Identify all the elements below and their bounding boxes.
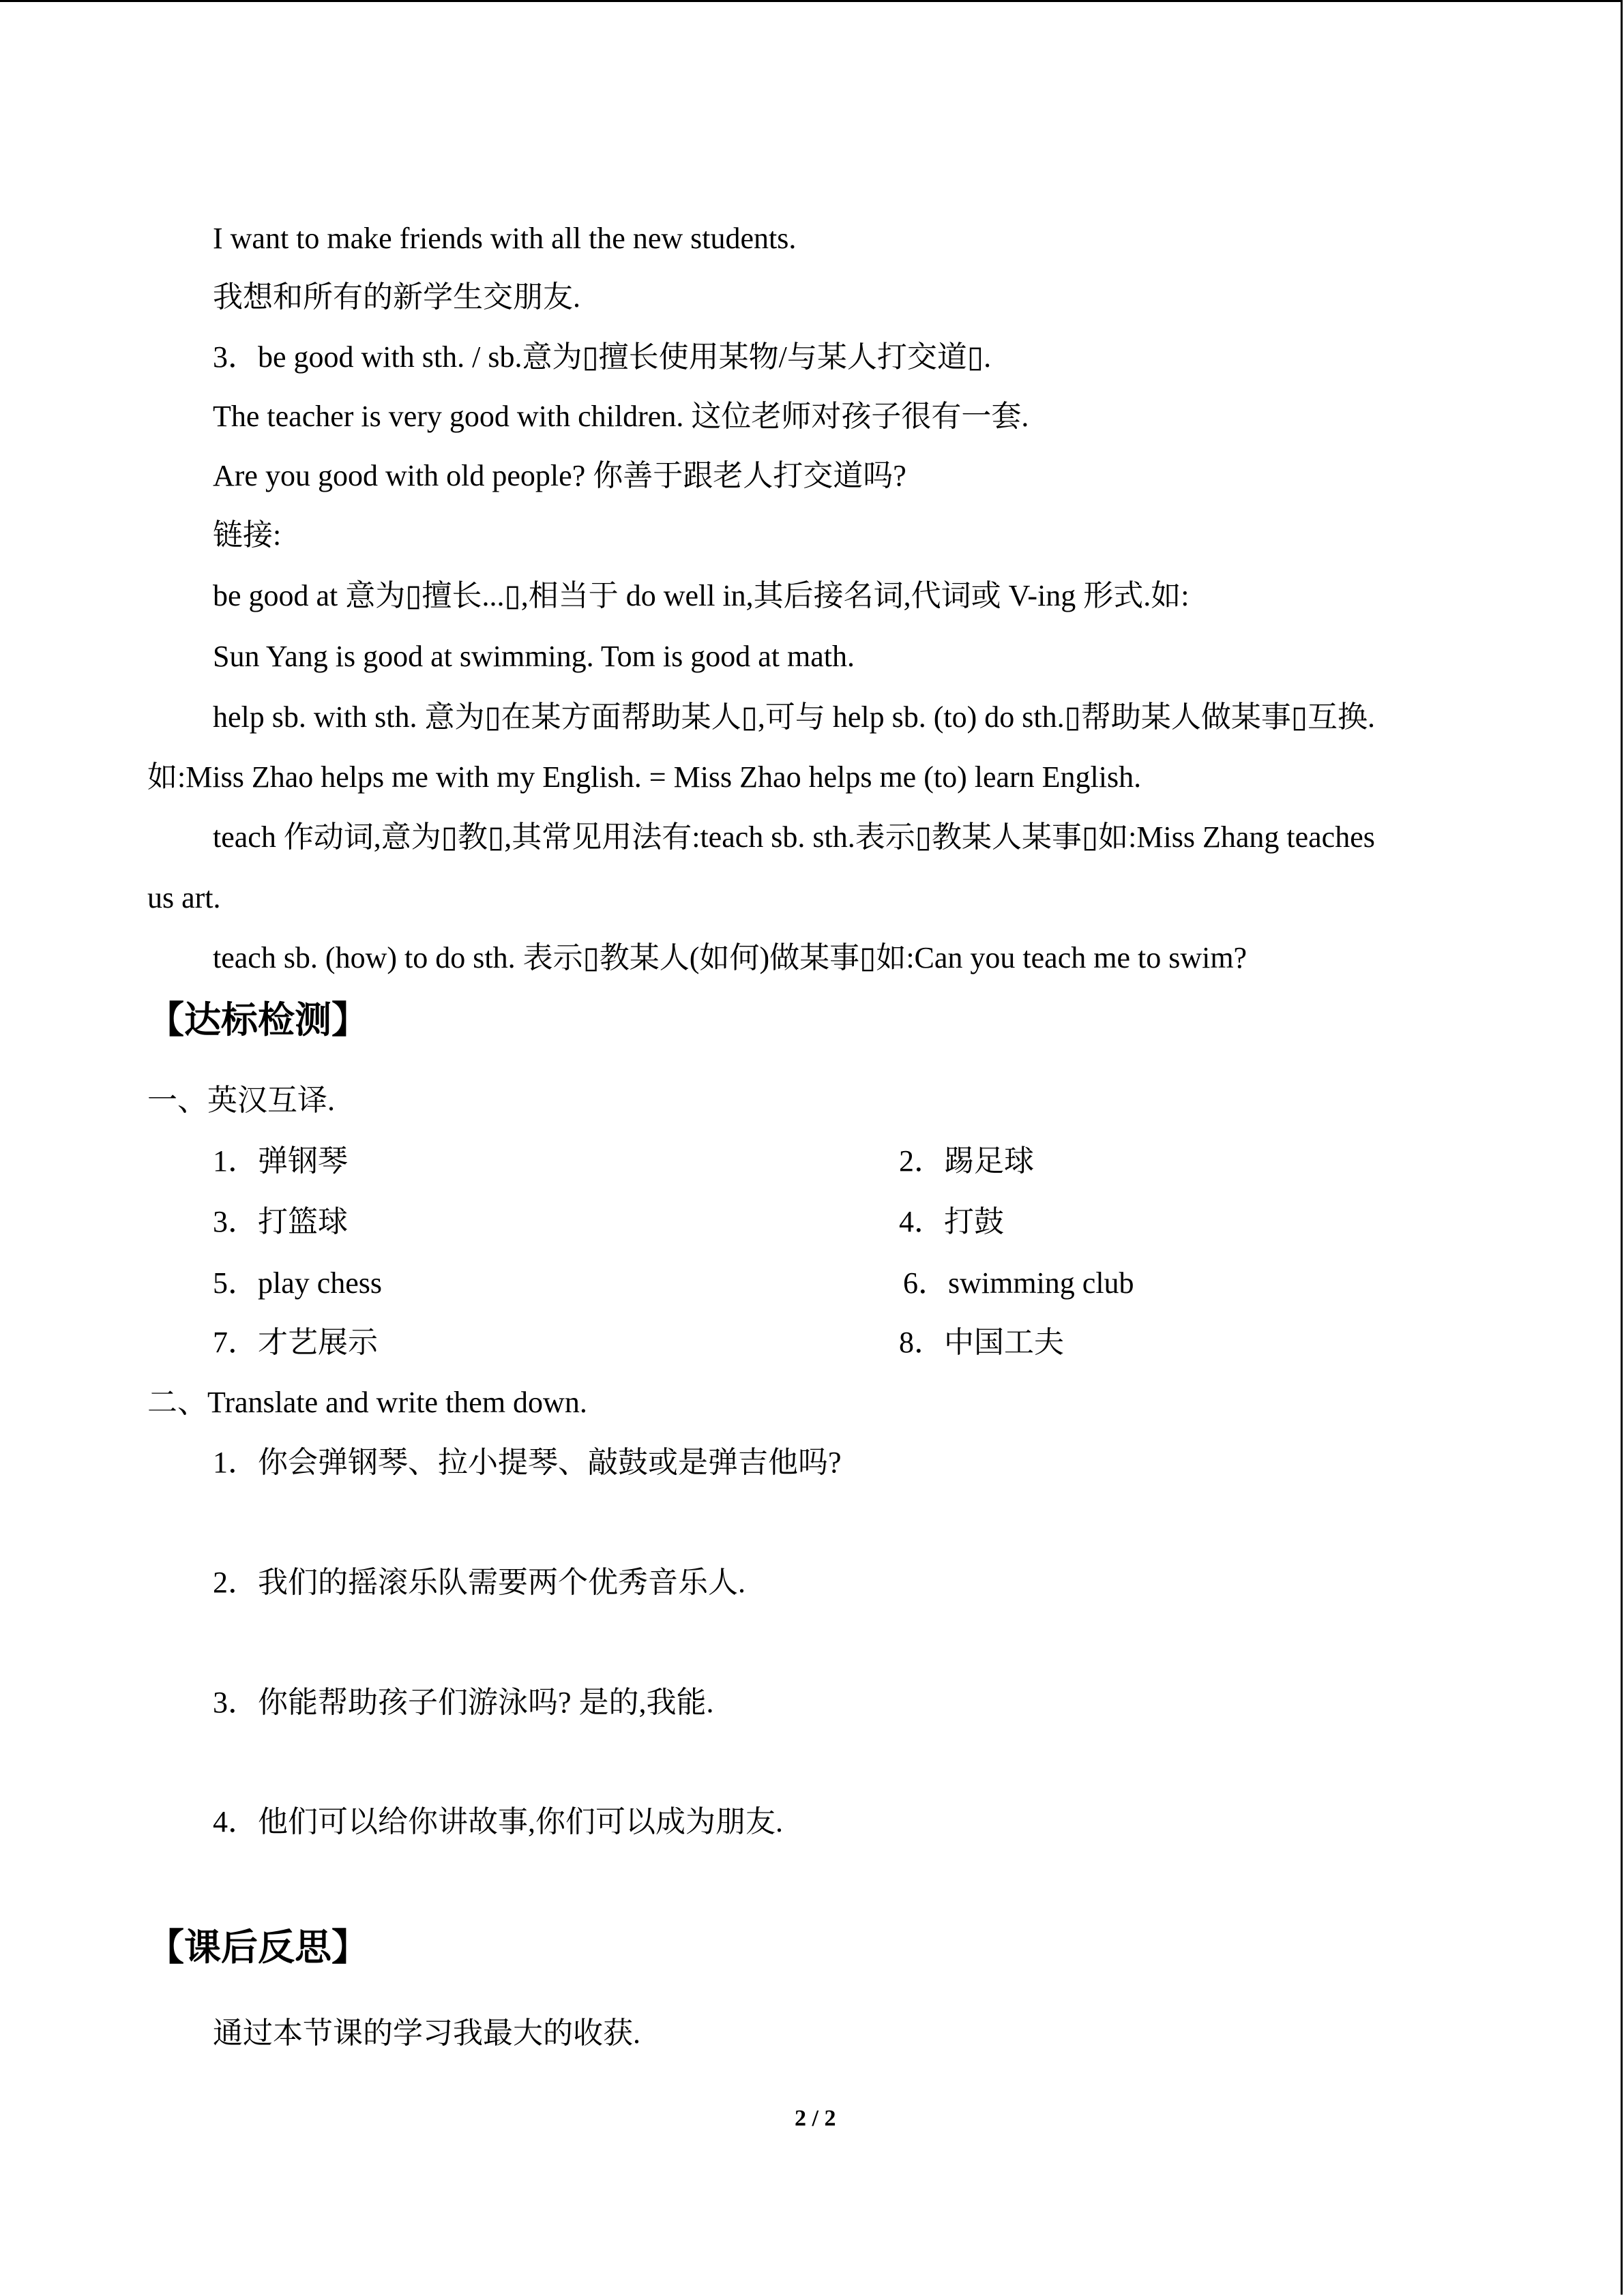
note-line-5: Are you good with old people? 你善于跟老人打交道吗? (213, 459, 906, 492)
translation-question-4: 4．他们可以给你讲故事,你们可以成为朋友. (213, 1805, 783, 1838)
part1-title: 一、英汉互译. (147, 1084, 335, 1117)
note-line-3: 3．be good with sth. / sb.意为▯擅长使用某物/与某人打交道▯. (213, 340, 992, 374)
note-line-8: Sun Yang is good at swimming. Tom is good at math. (213, 640, 855, 673)
section-heading-assessment: 【达标检测】 (147, 998, 368, 1041)
exercise-item-4: 4．打鼓 (899, 1205, 1004, 1238)
exercise-item-1: 1．弹钢琴 (213, 1144, 348, 1178)
part2-title: 二、Translate and write them down. (147, 1386, 587, 1419)
note-line-2: 我想和所有的新学生交朋友. (213, 280, 580, 314)
note-line-13: teach sb. (how) to do sth. 表示▯教某人(如何)做某事▯如:Can you teach me to swim? (213, 941, 1247, 974)
exercise-item-7: 7．才艺展示 (213, 1326, 378, 1359)
translation-question-3: 3．你能帮助孩子们游泳吗? 是的,我能. (213, 1686, 714, 1719)
note-line-1: I want to make friends with all the new students. (213, 222, 797, 255)
note-line-6: 链接: (213, 518, 282, 552)
section-heading-reflection: 【课后反思】 (147, 1926, 368, 1969)
translation-question-2: 2．我们的摇滚乐队需要两个优秀音乐人. (213, 1566, 745, 1599)
note-line-9: help sb. with sth. 意为▯在某方面帮助某人▯,可与 help sb. (to) do sth.▯帮助某人做某事▯互换. (213, 700, 1376, 734)
exercise-item-8: 8．中国工夫 (899, 1326, 1064, 1359)
exercise-item-6: 6．swimming club (903, 1266, 1134, 1300)
note-line-7: be good at 意为▯擅长...▯,相当于 do well in,其后接名词,代词或 V-ing 形式.如: (213, 579, 1190, 612)
translation-question-1: 1．你会弹钢琴、拉小提琴、敲鼓或是弹吉他吗? (213, 1446, 842, 1479)
reflection-text: 通过本节课的学习我最大的收获. (213, 2016, 640, 2050)
note-line-11: teach 作动词,意为▯教▯,其常见用法有:teach sb. sth.表示▯教某人某事▯如:Miss Zhang teaches (213, 820, 1375, 854)
exercise-item-5: 5．play chess (213, 1266, 383, 1300)
note-line-12: us art. (147, 881, 221, 914)
page-number: 2 / 2 (795, 2106, 836, 2131)
note-line-4: The teacher is very good with children. 这位老师对孩子很有一套. (213, 400, 1029, 433)
exercise-item-3: 3．打篮球 (213, 1205, 348, 1238)
exercise-item-2: 2．踢足球 (899, 1144, 1034, 1178)
note-line-10: 如:Miss Zhao helps me with my English. = Miss Zhao helps me (to) learn English. (147, 760, 1142, 794)
